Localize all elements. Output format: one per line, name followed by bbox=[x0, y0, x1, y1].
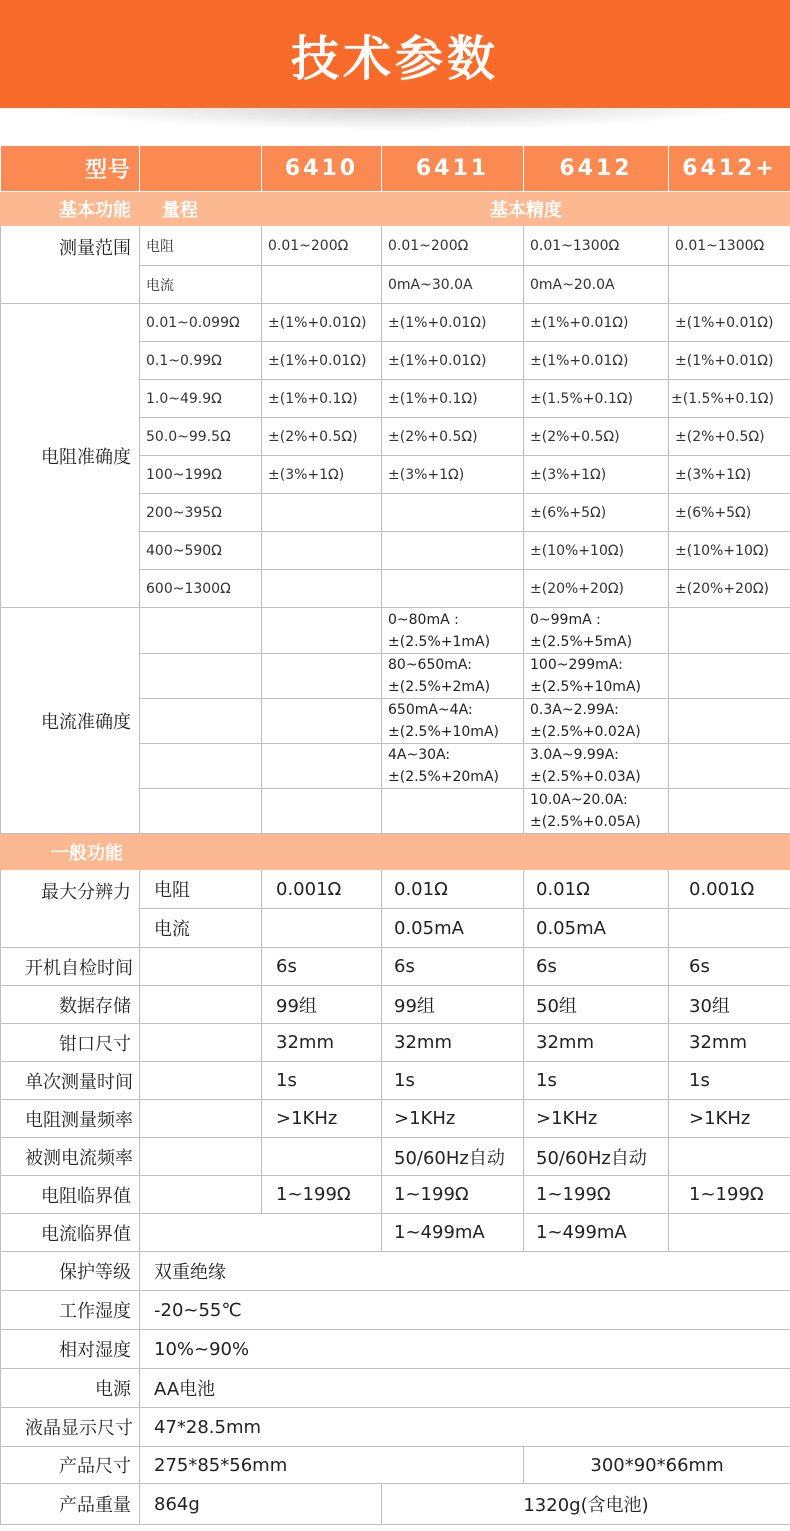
cell: 0.01~200Ω bbox=[262, 226, 382, 266]
row-label: 电阻测量频率 bbox=[1, 1100, 140, 1138]
cell: ±(1%+0.01Ω) bbox=[669, 342, 790, 380]
range-cell: 0.1~0.99Ω bbox=[140, 342, 262, 380]
table-row bbox=[1, 1369, 790, 1408]
cell bbox=[524, 699, 669, 744]
cell-line: 3.0A~9.99A: bbox=[530, 747, 619, 763]
cell: 32mm bbox=[669, 1024, 790, 1062]
cell: 10%~90% bbox=[140, 1330, 790, 1369]
model-label: 型号 bbox=[1, 146, 140, 192]
cell bbox=[140, 744, 262, 789]
cell bbox=[382, 699, 524, 744]
cell: 47*28.5mm bbox=[140, 1408, 790, 1447]
cell: ±(3%+1Ω) bbox=[524, 456, 669, 494]
cell: 6s bbox=[262, 948, 382, 986]
cell bbox=[140, 986, 262, 1024]
cell: 300*90*66mm bbox=[524, 1447, 790, 1484]
table-row bbox=[1, 1408, 790, 1447]
cell bbox=[669, 1138, 790, 1176]
cell: ±(3%+1Ω) bbox=[669, 456, 790, 494]
cell: 双重绝缘 bbox=[140, 1252, 790, 1291]
cell: 1s bbox=[524, 1062, 669, 1100]
cell bbox=[524, 608, 669, 654]
table-row bbox=[1, 1138, 790, 1176]
table-row bbox=[1, 1330, 790, 1369]
cell: 50/60Hz自动 bbox=[524, 1138, 669, 1176]
cell-line: ±(2.5%+10mA) bbox=[388, 724, 499, 740]
cell: 32mm bbox=[382, 1024, 524, 1062]
table-row bbox=[1, 986, 790, 1024]
cell bbox=[669, 608, 790, 654]
cell bbox=[382, 789, 524, 834]
cell bbox=[262, 654, 382, 699]
cell: 6s bbox=[382, 948, 524, 986]
row-label: 单次测量时间 bbox=[1, 1062, 140, 1100]
cell: ±(3%+1Ω) bbox=[382, 456, 524, 494]
cell bbox=[524, 744, 669, 789]
cell: ±(1%+0.01Ω) bbox=[382, 304, 524, 342]
table-row bbox=[1, 1291, 790, 1330]
cell: ±(3%+1Ω) bbox=[262, 456, 382, 494]
cell-line: ±(2.5%+5mA) bbox=[530, 633, 633, 650]
cell bbox=[669, 266, 790, 304]
cell: >1KHz bbox=[669, 1100, 790, 1138]
cell-line: ±(2.5%+10mA) bbox=[530, 679, 641, 695]
row-label: 保护等级 bbox=[1, 1252, 140, 1291]
accuracy-label: 基本精度 bbox=[262, 192, 790, 226]
model-6411: 6411 bbox=[382, 146, 524, 192]
range-cell: 1.0~49.9Ω bbox=[140, 380, 262, 418]
cell: ±(1%+0.01Ω) bbox=[524, 342, 669, 380]
cell bbox=[140, 608, 262, 654]
cell: 864g bbox=[140, 1484, 382, 1525]
cell bbox=[262, 570, 382, 608]
cell: ±(1.5%+0.1Ω) bbox=[669, 380, 790, 418]
cell: 6s bbox=[524, 948, 669, 986]
cell: ±(2%+0.5Ω) bbox=[669, 418, 790, 456]
cell: 0.01Ω bbox=[382, 870, 524, 909]
row-label: 电阻临界值 bbox=[1, 1176, 140, 1214]
table-row bbox=[1, 1484, 790, 1525]
cell: 1s bbox=[382, 1062, 524, 1100]
cell: 0.01Ω bbox=[524, 870, 669, 909]
cell: 0mA~30.0A bbox=[382, 266, 524, 304]
cell bbox=[669, 789, 790, 834]
sub-label: 电阻 bbox=[140, 870, 262, 909]
cell: ±(1.5%+0.1Ω) bbox=[524, 380, 669, 418]
cell bbox=[140, 1176, 262, 1214]
cell: ±(10%+10Ω) bbox=[669, 532, 790, 570]
general-header-row bbox=[1, 834, 790, 870]
cell bbox=[140, 1024, 262, 1062]
cell-line: 0~80mA : bbox=[388, 611, 459, 628]
cell: 0.01~200Ω bbox=[382, 226, 524, 266]
general-label: 一般功能 bbox=[1, 834, 790, 870]
cell bbox=[669, 1214, 790, 1252]
sub-label: 电阻 bbox=[140, 226, 262, 266]
cell-line: 100~299mA: bbox=[530, 657, 623, 673]
cell: 1~499mA bbox=[524, 1214, 669, 1252]
measure-range-row-resistance bbox=[1, 226, 790, 266]
cell-line: 0~99mA : bbox=[530, 611, 601, 628]
cell-line: 0.3A~2.99A: bbox=[530, 702, 619, 718]
table-row bbox=[1, 948, 790, 986]
sub-label: 电流 bbox=[140, 266, 262, 304]
cell: 1320g(含电池) bbox=[382, 1484, 790, 1525]
range-cell: 600~1300Ω bbox=[140, 570, 262, 608]
cell-line: 10.0A~20.0A: bbox=[530, 792, 628, 808]
cell: 1~199Ω bbox=[524, 1176, 669, 1214]
basic-function-label: 基本功能 bbox=[1, 192, 140, 226]
row-label: 产品尺寸 bbox=[1, 1447, 140, 1484]
row-label: 产品重量 bbox=[1, 1484, 140, 1525]
table-row bbox=[1, 1252, 790, 1291]
cell: ±(6%+5Ω) bbox=[669, 494, 790, 532]
cell bbox=[669, 654, 790, 699]
cell: 1~499mA bbox=[382, 1214, 524, 1252]
cell: ±(1%+0.01Ω) bbox=[382, 342, 524, 380]
row-label: 电源 bbox=[1, 1369, 140, 1408]
cell bbox=[140, 948, 262, 986]
table-row bbox=[1, 608, 790, 654]
cell: 99组 bbox=[262, 986, 382, 1024]
model-blank bbox=[140, 146, 262, 192]
cell bbox=[262, 699, 382, 744]
cell bbox=[262, 494, 382, 532]
model-6410: 6410 bbox=[262, 146, 382, 192]
cell-line: ±(2.5%+0.02A) bbox=[530, 724, 641, 740]
cell bbox=[524, 789, 669, 834]
cell bbox=[262, 608, 382, 654]
row-label: 电流临界值 bbox=[1, 1214, 140, 1252]
cell bbox=[382, 570, 524, 608]
range-label: 量程 bbox=[140, 192, 262, 226]
cell: ±(1%+0.01Ω) bbox=[524, 304, 669, 342]
cell bbox=[262, 532, 382, 570]
table-row bbox=[1, 1214, 790, 1252]
cell: 0.001Ω bbox=[262, 870, 382, 909]
cell-line: ±(2.5%+20mA) bbox=[388, 769, 499, 785]
row-label: 开机自检时间 bbox=[1, 948, 140, 986]
cell: >1KHz bbox=[524, 1100, 669, 1138]
cell-line: 80~650mA: bbox=[388, 657, 472, 673]
table-row bbox=[1, 1447, 790, 1484]
cell bbox=[262, 744, 382, 789]
cell: AA电池 bbox=[140, 1369, 790, 1408]
cell: 50/60Hz自动 bbox=[382, 1138, 524, 1176]
cell bbox=[382, 608, 524, 654]
cell bbox=[262, 266, 382, 304]
max-resolution-label: 最大分辨力 bbox=[1, 870, 140, 948]
cell-line: ±(2.5%+0.03A) bbox=[530, 769, 641, 785]
cell: -20~55℃ bbox=[140, 1291, 790, 1330]
range-cell: 100~199Ω bbox=[140, 456, 262, 494]
cell: 1s bbox=[669, 1062, 790, 1100]
cell bbox=[140, 789, 262, 834]
cell bbox=[140, 1100, 262, 1138]
cell bbox=[140, 654, 262, 699]
cell: 0.001Ω bbox=[669, 870, 790, 909]
sub-label: 电流 bbox=[140, 909, 262, 948]
cell: ±(6%+5Ω) bbox=[524, 494, 669, 532]
row-label: 液晶显示尺寸 bbox=[1, 1408, 140, 1447]
cell: >1KHz bbox=[262, 1100, 382, 1138]
cell: ±(1%+0.1Ω) bbox=[382, 380, 524, 418]
cell: ±(1%+0.1Ω) bbox=[262, 380, 382, 418]
row-label: 数据存储 bbox=[1, 986, 140, 1024]
cell: 1~199Ω bbox=[382, 1176, 524, 1214]
cell: 32mm bbox=[524, 1024, 669, 1062]
measure-range-label: 测量范围 bbox=[1, 226, 140, 304]
cell-line: 650mA~4A: bbox=[388, 702, 473, 718]
cell bbox=[382, 494, 524, 532]
cell bbox=[382, 654, 524, 699]
table-row bbox=[1, 1024, 790, 1062]
range-cell: 0.01~0.099Ω bbox=[140, 304, 262, 342]
cell: 1~199Ω bbox=[669, 1176, 790, 1214]
cell: 0.01~1300Ω bbox=[524, 226, 669, 266]
cell bbox=[262, 1138, 382, 1176]
table-row bbox=[1, 1062, 790, 1100]
cell: >1KHz bbox=[382, 1100, 524, 1138]
range-cell: 200~395Ω bbox=[140, 494, 262, 532]
cell: 0.05mA bbox=[524, 909, 669, 948]
banner-shadow bbox=[40, 108, 750, 130]
basic-header-row bbox=[1, 192, 790, 226]
cell-line: ±(2.5%+2mA) bbox=[388, 679, 491, 695]
cell: 0.05mA bbox=[382, 909, 524, 948]
model-header-row bbox=[1, 146, 790, 192]
cell: ±(2%+0.5Ω) bbox=[524, 418, 669, 456]
cell bbox=[140, 1214, 382, 1252]
cell: 0.01~1300Ω bbox=[669, 226, 790, 266]
cell: ±(1%+0.01Ω) bbox=[262, 342, 382, 380]
model-6412: 6412 bbox=[524, 146, 669, 192]
cell: 0mA~20.0A bbox=[524, 266, 669, 304]
cell bbox=[262, 909, 382, 948]
current-accuracy-label: 电流准确度 bbox=[1, 608, 140, 834]
cell bbox=[669, 699, 790, 744]
cell bbox=[140, 699, 262, 744]
cell: ±(1%+0.01Ω) bbox=[669, 304, 790, 342]
cell: 30组 bbox=[669, 986, 790, 1024]
cell: ±(2%+0.5Ω) bbox=[382, 418, 524, 456]
cell bbox=[382, 532, 524, 570]
table-row bbox=[1, 1176, 790, 1214]
cell bbox=[140, 1062, 262, 1100]
cell: 6s bbox=[669, 948, 790, 986]
cell: ±(10%+10Ω) bbox=[524, 532, 669, 570]
cell: ±(2%+0.5Ω) bbox=[262, 418, 382, 456]
row-label: 钳口尺寸 bbox=[1, 1024, 140, 1062]
resistance-accuracy-label: 电阻准确度 bbox=[1, 304, 140, 608]
cell-line: ±(2.5%+1mA) bbox=[388, 633, 491, 650]
cell bbox=[140, 1138, 262, 1176]
row-label: 相对湿度 bbox=[1, 1330, 140, 1369]
range-cell: 400~590Ω bbox=[140, 532, 262, 570]
cell: ±(20%+20Ω) bbox=[524, 570, 669, 608]
cell: 1s bbox=[262, 1062, 382, 1100]
cell: 1~199Ω bbox=[262, 1176, 382, 1214]
cell bbox=[524, 654, 669, 699]
cell: 275*85*56mm bbox=[140, 1447, 524, 1484]
cell: 32mm bbox=[262, 1024, 382, 1062]
page-title: 技术参数 bbox=[290, 30, 499, 87]
cell: ±(20%+20Ω) bbox=[669, 570, 790, 608]
cell-line: ±(2.5%+0.05A) bbox=[530, 814, 641, 830]
table-row bbox=[1, 1100, 790, 1138]
spec-table bbox=[0, 145, 790, 1525]
max-resolution-row-resistance bbox=[1, 870, 790, 909]
row-label: 工作湿度 bbox=[1, 1291, 140, 1330]
cell-line: 4A~30A: bbox=[388, 747, 451, 763]
row-label: 被测电流频率 bbox=[1, 1138, 140, 1176]
range-cell: 50.0~99.5Ω bbox=[140, 418, 262, 456]
cell: 50组 bbox=[524, 986, 669, 1024]
cell: 99组 bbox=[382, 986, 524, 1024]
cell bbox=[669, 909, 790, 948]
table-row bbox=[1, 304, 790, 342]
cell: ±(1%+0.01Ω) bbox=[262, 304, 382, 342]
model-6412plus: 6412+ bbox=[669, 146, 790, 192]
title-banner bbox=[0, 0, 790, 108]
cell bbox=[669, 744, 790, 789]
cell bbox=[262, 789, 382, 834]
cell bbox=[382, 744, 524, 789]
